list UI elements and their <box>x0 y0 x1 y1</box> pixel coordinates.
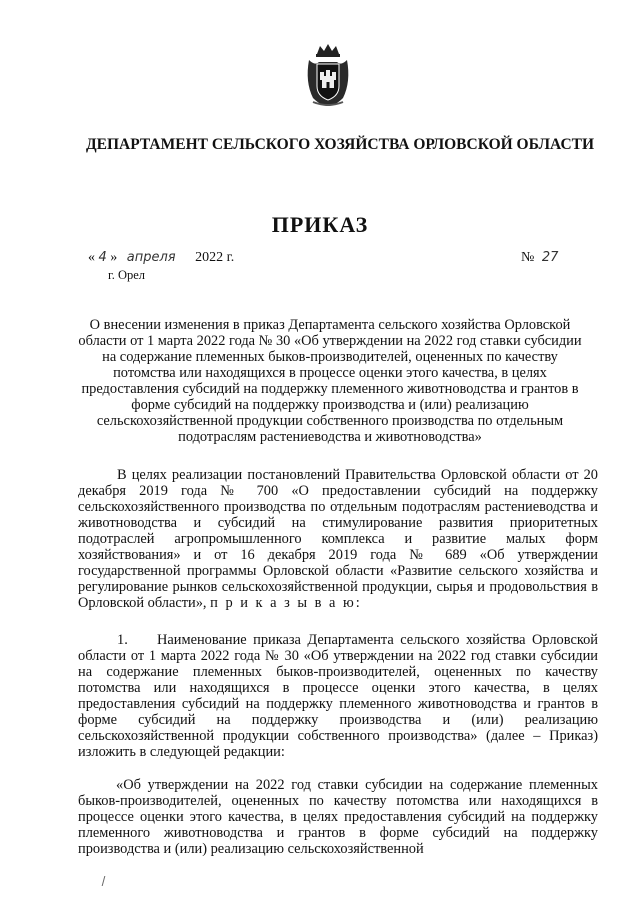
number-prefix: № <box>521 250 535 265</box>
date-day: 4 <box>98 250 107 265</box>
date-month: апреля <box>126 250 176 265</box>
coat-of-arms-icon <box>303 42 353 108</box>
city-label: г. Орел <box>108 268 146 282</box>
date-close-quote: » <box>110 250 118 265</box>
item-1-number: 1. <box>117 632 128 648</box>
number-value: 27 <box>541 250 559 265</box>
quoted-new-title: «Об утверждении на 2022 год ставки субсидии на содержание племенных быков-производителей, оцененных по качеству потомства или находящихся в процессе оценки этого качества, в целях предоставления субсидий на поддержку племенного животноводства и грантов в форме субсидий на поддержку производства и (или) реализацию сельскохозяйственной <box>78 777 598 857</box>
date-year: 2022 г. <box>195 250 235 265</box>
order-number <box>521 250 558 266</box>
item-1-paragraph <box>78 632 598 760</box>
order-date <box>88 250 234 266</box>
order-subject: О внесении изменения в приказ Департамента сельского хозяйства Орловской области от 1 марта 2022 года № 30 «Об утверждении на 2022 год ставки субсидии на содержание племенных быков-производителей, оцененных по качеству потомства или находящихся в процессе оценки этого качества, в целях предоставления субсидий на поддержку племенного животноводства и грантов в форме субсидий на поддержку производства и (или) реализацию сельскохозяйственной продукции собственного производства по отдельным подотраслям растениеводства и животноводства» <box>78 317 582 445</box>
document-type-title: ПРИКАЗ <box>271 212 369 237</box>
department-title: ДЕПАРТАМЕНТ СЕЛЬСКОГО ХОЗЯЙСТВА ОРЛОВСКОЙ ОБЛАСТИ <box>85 136 595 153</box>
preamble-text: В целях реализации постановлений Правительства Орловской области от 20 декабря 2019 года № 700 «О предоставлении субсидий на поддержку сельскохозяйственного производства по отдельным подотраслям растениеводства и животноводства и субсидий на стимулирование развития приоритетных подотраслей агропромышленного комплекса и развитие малых форм хозяйствования» и от 16 декабря 2019 года № 689 «Об утверждении государственной программы Орловской области «Развитие сельского хозяйства и регулирование рынков сельскохозяйственной продукции, сырья и продовольствия в Орловской области», <box>78 467 598 611</box>
item-1-text: Наименование приказа Департамента сельского хозяйства Орловской области от 1 марта 2022 года № 30 «Об утверждении на 2022 год ставки субсидии на содержание племенных быков-производителей, оцененных по качеству потомства или находящихся в процессе оценки этого качества, в целях предоставления субсидий на поддержку племенного животноводства и грантов в форме субсидий на поддержку производства и (или) реализацию сельскохозяйственной продукции собственного производства» (далее – Приказ) изложить в следующей редакции: <box>78 632 598 760</box>
pen-mark <box>102 876 109 886</box>
preamble-paragraph <box>78 467 598 611</box>
date-open-quote: « <box>88 250 95 265</box>
order-word: п р и к а з ы в а ю: <box>210 595 362 611</box>
